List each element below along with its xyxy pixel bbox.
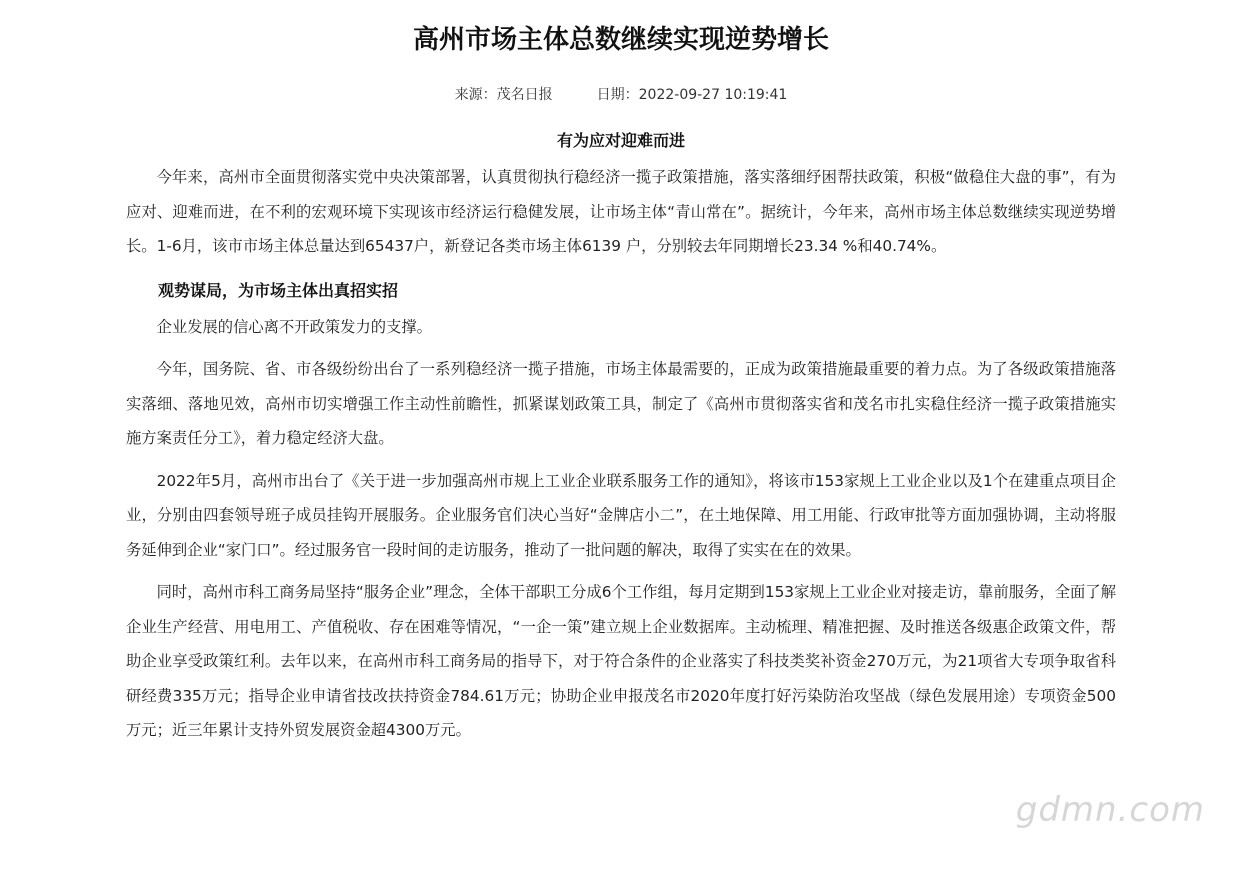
site-watermark: gdmn.com [1015,790,1205,830]
paragraph-2: 企业发展的信心离不开政策发力的支撑。 [156,317,432,336]
article-source: 来源：茂名日报 [454,87,553,103]
article-meta [126,84,1116,106]
paragraph-3: 今年，国务院、省、市各级纷纷出台了一系列稳经济一揽子措施，市场主体最需要的，正成为政策措施最重要的着力点。为了各级政策措施落实落细、落地见效，高州市切实增强工作主动性前瞻性，抓紧谋划政策工具，制定了《高州市贯彻落实省和茂名市扎实稳住经济一揽子政策措施实施方案责任分工》，着力稳定经济大盘。 [126,360,1116,447]
section1-heading: 有为应对迎难而进 [556,131,685,150]
paragraph-5: 同时，高州市科工商务局坚持“服务企业”理念，全体干部职工分成6个工作组，每月定期到153家规上工业企业对接走访，靠前服务，全面了解企业生产经营、用电用工、产值税收、存在困难等情况，“一企一策”建立规上企业数据库。主动梳理、精准把握、及时推送各级惠企政策文件，帮助企业享受政策红利。去年以来，在高州市科工商务局的指导下，对于符合条件的企业落实了科技类奖补资金270万元，为21项省大专项争取省科研经费335万元；指导企业申请省技改扶持资金784.61万元；协助企业申报茂名市2020年度打好污染防治攻坚战（绿色发展用途）专项资金500万元；近三年累计支持外贸发展资金超4300万元。 [126,583,1116,739]
section2-heading: 观势谋局，为市场主体出真招实招 [158,280,399,300]
article-date: 日期：2022-09-27 10:19:41 [596,87,788,103]
paragraph-1: 今年来，高州市全面贯彻落实党中央决策部署，认真贯彻执行稳经济一揽子政策措施，落实落细纾困帮扶政策，积极“做稳住大盘的事”，有为应对、迎难而进，在不利的宏观环境下实现该市经济运行稳健发展，让市场主体“青山常在”。据统计，今年来，高州市场主体总数继续实现逆势增长。1-6月，该市市场主体总量达到65437户，新登记各类市场主体6139 户，分别较去年同期增长23.34 %和40.74%。 [126,168,1116,255]
article-title: 高州市场主体总数继续实现逆势增长 [412,25,829,55]
article [126,0,1116,748]
paragraph-4: 2022年5月，高州市出台了《关于进一步加强高州市规上工业企业联系服务工作的通知》，将该市153家规上工业企业以及1个在建重点项目企业，分别由四套领导班子成员挂钩开展服务。企业服务官们决心当好“金牌店小二”，在土地保障、用工用能、行政审批等方面加强协调，主动将服务延伸到企业“家门口”。经过服务官一段时间的走访服务，推动了一批问题的解决，取得了实实在在的效果。 [126,471,1116,559]
